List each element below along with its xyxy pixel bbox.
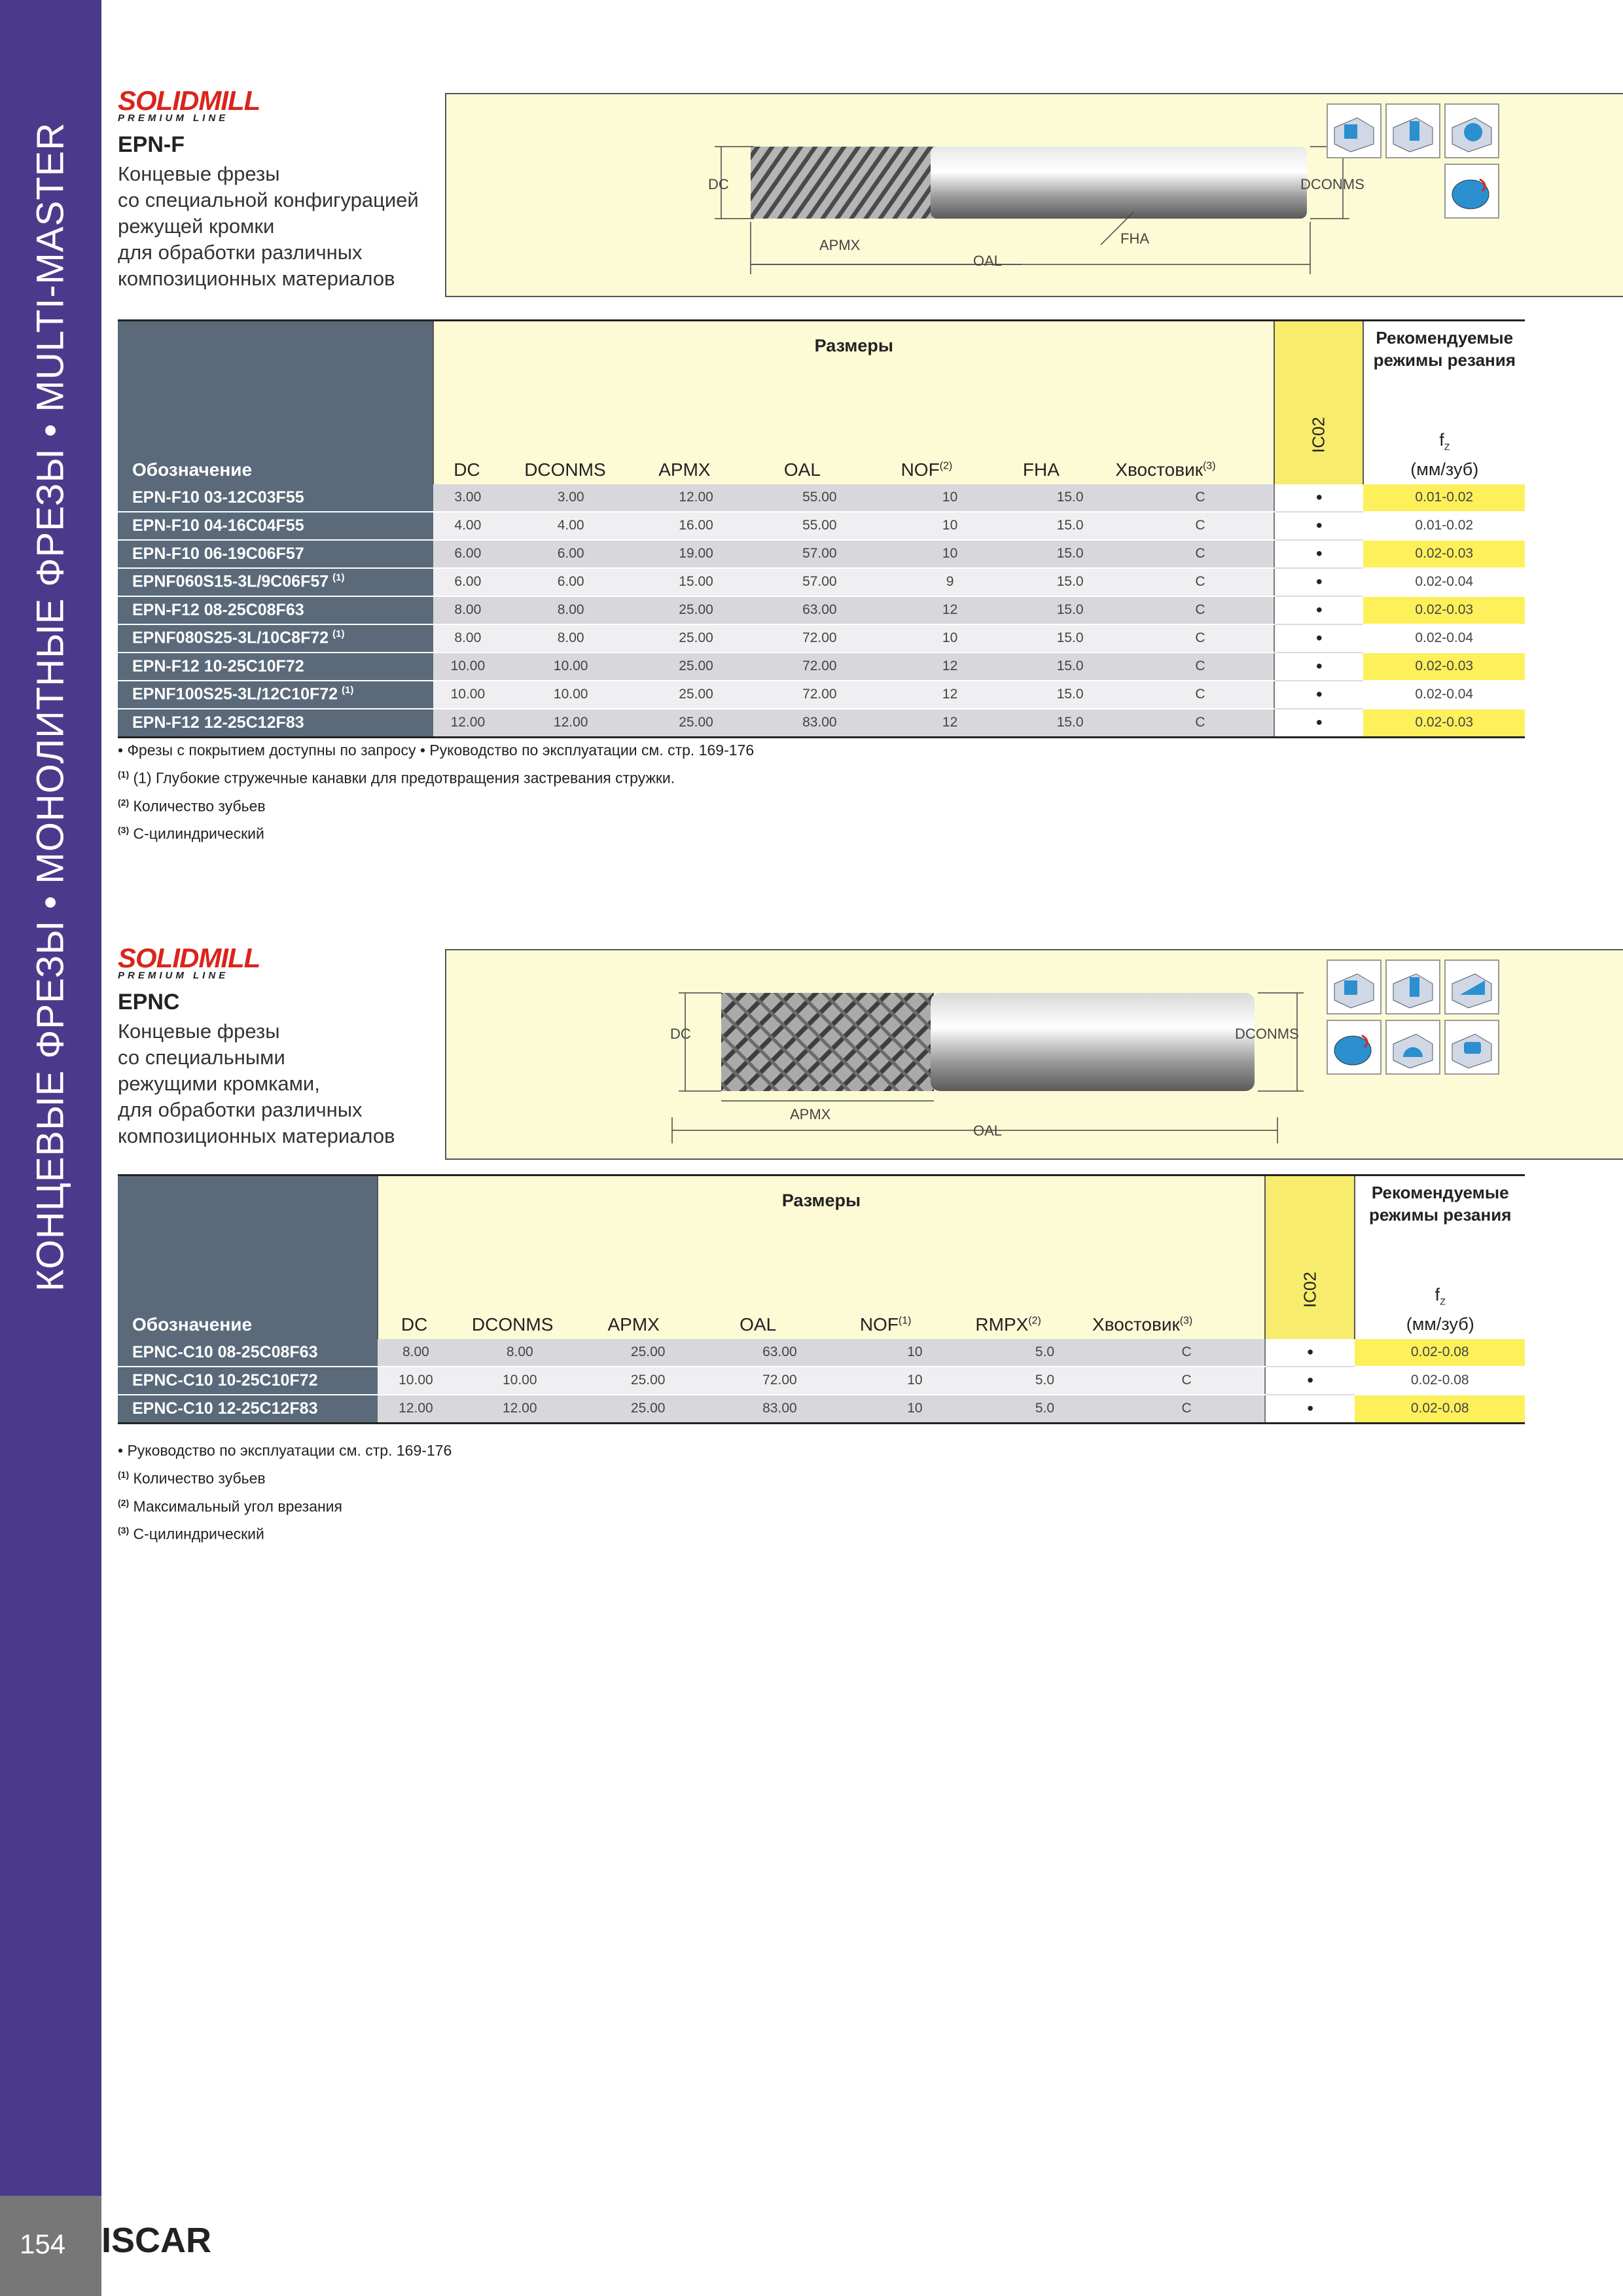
- recommended-header: Рекомендуемые режимы резания: [1369, 1183, 1512, 1225]
- column-header: [575, 1314, 692, 1339]
- designation-cell: [118, 596, 433, 624]
- step-milling-icon: [1385, 960, 1440, 1014]
- cell-dconms: 6.00: [502, 568, 639, 596]
- footnotes: [118, 738, 754, 846]
- ramping-icon: [1444, 960, 1499, 1014]
- cell-apmx: 25.00: [586, 1339, 711, 1367]
- cell-nof: 12: [887, 596, 1014, 624]
- column-header-footnote: (2): [1028, 1315, 1041, 1327]
- cell-shank: C: [1127, 624, 1275, 653]
- sidebar: [0, 0, 101, 2196]
- cell-dconms: 4.00: [502, 512, 639, 540]
- cell-oal: 72.00: [753, 653, 887, 681]
- column-header-label: APMX: [607, 1314, 660, 1335]
- column-header-label: OAL: [783, 459, 821, 480]
- column-header: [378, 1314, 450, 1339]
- dconms-label: DCONMS: [1235, 1026, 1299, 1042]
- table-body: [118, 484, 1525, 738]
- footnote-marker: (1): [118, 1469, 130, 1480]
- column-header-label: NOF: [901, 459, 940, 480]
- cell-oal: 72.00: [711, 1367, 849, 1395]
- shank: [931, 147, 1307, 219]
- solidmill-logo: [118, 942, 288, 981]
- cell-ic02: •: [1265, 1395, 1355, 1424]
- footnote-line: [118, 762, 754, 791]
- footnote-marker: (1): [118, 769, 130, 780]
- cell-dconms: 12.00: [454, 1395, 586, 1424]
- cell-shank: C: [1127, 709, 1275, 738]
- cell-nof: 10: [887, 540, 1014, 568]
- column-header-footnote: (3): [1202, 460, 1216, 472]
- designation-text: EPNF060S15-3L/9C06F57: [132, 572, 329, 591]
- cell-dconms: 10.00: [502, 681, 639, 709]
- designation-footnote: (1): [332, 572, 345, 584]
- cutting-section: [721, 993, 934, 1091]
- designation-footnote: (1): [342, 685, 354, 696]
- designation-header: Обозначение: [118, 321, 433, 484]
- designation-text: EPNC-C10 10-25C10F72: [132, 1371, 318, 1390]
- footnote-text: • Фрезы с покрытием доступны по запросу • Руководство по эксплуатации см. стр. 169-176: [118, 742, 755, 759]
- shank: [931, 993, 1255, 1091]
- cell-apmx: 25.00: [639, 596, 753, 624]
- cell-ic02: •: [1274, 653, 1363, 681]
- cell-c6: 5.0: [981, 1367, 1109, 1395]
- designation-cell: [118, 1367, 378, 1395]
- cell-apmx: 12.00: [639, 484, 753, 512]
- cell-nof: 12: [887, 681, 1014, 709]
- profile-milling-icon: [1385, 1020, 1440, 1075]
- designation-text: EPNF080S25-3L/10C8F72: [132, 628, 329, 647]
- fz-unit: (мм/зуб): [1410, 459, 1479, 479]
- designation-text: EPN-F12 12-25C12F83: [132, 713, 304, 732]
- footnote-marker: (3): [118, 1525, 130, 1536]
- cell-nof: 9: [887, 568, 1014, 596]
- cell-oal: 57.00: [753, 540, 887, 568]
- cell-oal: 72.00: [753, 681, 887, 709]
- spec-table-epn-f: [118, 319, 1525, 738]
- dc-label: DC: [670, 1026, 691, 1042]
- cell-nof: 10: [887, 624, 1014, 653]
- table-row: [118, 624, 1525, 653]
- fz-subscript: Z: [1440, 1296, 1446, 1307]
- table-row: [118, 512, 1525, 540]
- designation-cell: [118, 709, 433, 738]
- column-header-label: RMPX: [975, 1314, 1029, 1335]
- footnote-text: • Руководство по эксплуатации см. стр. 169-176: [118, 1442, 452, 1459]
- cell-ic02: •: [1274, 624, 1363, 653]
- footnote-line: [118, 1439, 452, 1463]
- profile-milling-icon: [1444, 103, 1499, 158]
- column-header-footnote: (3): [1179, 1315, 1193, 1327]
- fz-header: $f_Z$ (мм/зуб): [1406, 1285, 1474, 1334]
- cell-fz: 0.01-0.02: [1363, 512, 1525, 540]
- cell-dconms: 6.00: [502, 540, 639, 568]
- cell-shank: C: [1127, 540, 1275, 568]
- product-title: EPNC: [118, 990, 180, 1014]
- cell-shank: C: [1127, 596, 1275, 624]
- dc-label: DC: [708, 176, 729, 192]
- apmx-label: APMX: [819, 237, 861, 253]
- logo-mill: MILL: [198, 85, 260, 116]
- cell-apmx: 16.00: [639, 512, 753, 540]
- cell-dc: 6.00: [433, 568, 502, 596]
- footnote-marker: (2): [118, 1497, 130, 1508]
- cell-oal: 83.00: [753, 709, 887, 738]
- cell-ic02: •: [1274, 484, 1363, 512]
- column-header: [866, 459, 987, 484]
- designation-text: EPNF100S25-3L/12C10F72: [132, 685, 338, 704]
- cell-c6: 5.0: [981, 1339, 1109, 1367]
- oal-label: OAL: [973, 1122, 1003, 1139]
- dimensions-header: Размеры: [781, 1191, 861, 1210]
- cell-apmx: 25.00: [639, 681, 753, 709]
- table-row: [118, 709, 1525, 738]
- cell-fz: 0.01-0.02: [1363, 484, 1525, 512]
- slotting-icon: [1327, 103, 1382, 158]
- column-header: [630, 459, 738, 484]
- designation-cell: [118, 1395, 378, 1424]
- recommended-header-cell: [1363, 321, 1525, 484]
- cell-nof: 10: [849, 1367, 980, 1395]
- footnote-marker: (3): [118, 825, 130, 836]
- table-row: [118, 484, 1525, 512]
- column-header-label: FHA: [1022, 459, 1060, 480]
- table-row: [118, 1339, 1525, 1367]
- column-header-label: Хвостовик: [1115, 459, 1203, 480]
- cell-ic02: •: [1274, 596, 1363, 624]
- cell-shank: C: [1109, 1339, 1264, 1367]
- cell-nof: 10: [887, 484, 1014, 512]
- page-number: 154: [20, 2229, 66, 2259]
- footnote-line: [118, 1518, 452, 1547]
- footnote-text: (1) Глубокие стружечные канавки для предотвращения застревания стружки.: [129, 769, 675, 787]
- cell-fz: 0.02-0.08: [1355, 1339, 1525, 1367]
- column-header: [450, 1314, 575, 1339]
- logo-solid: SOLID: [118, 85, 199, 116]
- cell-ic02: •: [1274, 540, 1363, 568]
- cell-dc: 8.00: [433, 624, 502, 653]
- cell-dc: 10.00: [433, 653, 502, 681]
- cell-fz: 0.02-0.04: [1363, 568, 1525, 596]
- designation-cell: [118, 1339, 378, 1367]
- footnote-line: [118, 1491, 452, 1519]
- dimensions-header-cell: [433, 321, 1274, 484]
- column-header: [499, 459, 630, 484]
- column-header: [738, 459, 866, 484]
- designation-text: EPN-F10 06-19C06F57: [132, 544, 304, 563]
- footnote-text: Количество зубьев: [129, 797, 266, 815]
- table-row: [118, 681, 1525, 709]
- cell-oal: 55.00: [753, 512, 887, 540]
- cell-ic02: •: [1265, 1339, 1355, 1367]
- ic02-header-cell: [1265, 1175, 1355, 1339]
- cell-dconms: 3.00: [502, 484, 639, 512]
- cell-dconms: 8.00: [502, 624, 639, 653]
- column-header: [434, 459, 499, 484]
- dconms-label: DCONMS: [1300, 176, 1364, 192]
- column-header-label: DC: [454, 459, 480, 480]
- table-row: [118, 596, 1525, 624]
- cell-dconms: 10.00: [502, 653, 639, 681]
- cell-fz: 0.02-0.03: [1363, 596, 1525, 624]
- helical-interpolation-icon: [1327, 1020, 1382, 1075]
- logo-premium-line: PREMIUM LINE: [118, 113, 229, 124]
- column-header-label: Хвостовик: [1092, 1314, 1180, 1335]
- product-description: Концевые фрезы со специальными режущими кромками, для обработки различных композиционных материалов: [118, 1020, 395, 1147]
- cell-oal: 55.00: [753, 484, 887, 512]
- tool-drawing: [445, 93, 1623, 297]
- recommended-header-cell: [1355, 1175, 1525, 1339]
- column-header-label: APMX: [658, 459, 711, 480]
- cell-ic02: •: [1274, 568, 1363, 596]
- cell-dconms: 10.00: [454, 1367, 586, 1395]
- cell-fz: 0.02-0.03: [1363, 653, 1525, 681]
- cell-c6: 15.0: [1014, 596, 1127, 624]
- column-header: [987, 459, 1095, 484]
- cell-ic02: •: [1274, 709, 1363, 738]
- fz-unit: (мм/зуб): [1406, 1314, 1474, 1334]
- cell-apmx: 19.00: [639, 540, 753, 568]
- helical-interpolation-icon: [1444, 164, 1499, 219]
- cell-nof: 10: [887, 512, 1014, 540]
- designation-footnote: (1): [332, 628, 345, 640]
- cell-fz: 0.02-0.03: [1363, 540, 1525, 568]
- column-header-label: OAL: [740, 1314, 777, 1335]
- cell-ic02: •: [1265, 1367, 1355, 1395]
- slotting-icon: [1327, 960, 1382, 1014]
- tool-drawing: [445, 949, 1623, 1160]
- dimensions-header-cell: [378, 1175, 1265, 1339]
- cell-shank: C: [1127, 568, 1275, 596]
- solidmill-logo: [118, 85, 288, 124]
- footnote-text: C-цилиндрический: [129, 1525, 264, 1543]
- cell-dc: 4.00: [433, 512, 502, 540]
- designation-cell: [118, 653, 433, 681]
- column-header-label: DC: [401, 1314, 428, 1335]
- product-title: EPN-F: [118, 132, 185, 157]
- ic02-header: IC02: [1300, 1271, 1320, 1308]
- cell-c6: 5.0: [981, 1395, 1109, 1424]
- product-description: Концевые фрезы со специальной конфигурацией режущей кромки для обработки различных композиционных материалов: [118, 162, 419, 290]
- cell-dc: 10.00: [433, 681, 502, 709]
- designation-text: EPN-F10 03-12C03F55: [132, 488, 304, 507]
- cell-c6: 15.0: [1014, 512, 1127, 540]
- cell-dconms: 8.00: [454, 1339, 586, 1367]
- ic02-header: IC02: [1308, 416, 1329, 453]
- cell-shank: C: [1109, 1367, 1264, 1395]
- column-header-label: NOF: [859, 1314, 899, 1335]
- step-milling-icon: [1385, 103, 1440, 158]
- column-header: [692, 1314, 823, 1339]
- cell-oal: 83.00: [711, 1395, 849, 1424]
- footnote-marker: (2): [118, 797, 130, 808]
- cell-shank: C: [1127, 653, 1275, 681]
- section-epn-f: [118, 85, 1516, 851]
- cell-dc: 10.00: [378, 1367, 454, 1395]
- recommended-header: Рекомендуемые режимы резания: [1373, 328, 1516, 370]
- fz-subscript: Z: [1444, 441, 1450, 452]
- cell-c6: 15.0: [1014, 568, 1127, 596]
- cell-oal: 63.00: [753, 596, 887, 624]
- table-body: [118, 1339, 1525, 1424]
- cell-nof: 12: [887, 653, 1014, 681]
- cell-shank: C: [1127, 484, 1275, 512]
- column-header: [823, 1314, 948, 1339]
- cell-apmx: 25.00: [639, 624, 753, 653]
- footnote-text: C-цилиндрический: [129, 825, 264, 842]
- cell-c6: 15.0: [1014, 540, 1127, 568]
- apmx-label: APMX: [790, 1106, 831, 1122]
- footnote-line: [118, 818, 754, 846]
- cell-c6: 15.0: [1014, 653, 1127, 681]
- cell-dc: 12.00: [378, 1395, 454, 1424]
- column-header: [1069, 1314, 1216, 1339]
- sidebar-title: КОНЦЕВЫЕ ФРЕЗЫ • МОНОЛИТНЫЕ ФРЕЗЫ • MULTI-MASTER: [29, 122, 72, 1292]
- cell-apmx: 15.00: [639, 568, 753, 596]
- designation-header: Обозначение: [118, 1175, 378, 1339]
- cell-apmx: 25.00: [639, 709, 753, 738]
- brand-name: ISCAR: [101, 2221, 212, 2260]
- cell-dconms: 12.00: [502, 709, 639, 738]
- cell-nof: 10: [849, 1339, 980, 1367]
- pocketing-icon: [1444, 1020, 1499, 1075]
- logo-solid: SOLID: [118, 942, 199, 973]
- cell-c6: 15.0: [1014, 681, 1127, 709]
- designation-cell: [118, 568, 433, 596]
- table-row: [118, 568, 1525, 596]
- designation-cell: [118, 484, 433, 512]
- footnote-text: Максимальный угол врезания: [129, 1498, 342, 1515]
- table-row: [118, 653, 1525, 681]
- cell-fz: 0.02-0.08: [1355, 1367, 1525, 1395]
- column-header: [1095, 459, 1236, 484]
- footnote-line: [118, 738, 754, 762]
- cell-dc: 3.00: [433, 484, 502, 512]
- designation-cell: [118, 512, 433, 540]
- cell-c6: 15.0: [1014, 484, 1127, 512]
- cell-dc: 8.00: [433, 596, 502, 624]
- cell-fz: 0.02-0.08: [1355, 1395, 1525, 1424]
- fz-header: $f_Z$ (мм/зуб): [1410, 430, 1479, 479]
- footnote-line: [118, 791, 754, 819]
- designation-cell: [118, 624, 433, 653]
- cell-c6: 15.0: [1014, 624, 1127, 653]
- cell-nof: 10: [849, 1395, 980, 1424]
- table-row: [118, 1395, 1525, 1424]
- cell-apmx: 25.00: [639, 653, 753, 681]
- footnote-text: Количество зубьев: [129, 1469, 266, 1487]
- column-header-label: DCONMS: [524, 459, 606, 480]
- logo-mill: MILL: [198, 942, 260, 973]
- designation-text: EPNC-C10 08-25C08F63: [132, 1342, 318, 1361]
- designation-text: EPN-F10 04-16C04F55: [132, 516, 304, 535]
- cell-dc: 6.00: [433, 540, 502, 568]
- fha-label: FHA: [1120, 230, 1149, 247]
- table-row: [118, 540, 1525, 568]
- cell-apmx: 25.00: [586, 1367, 711, 1395]
- cell-oal: 57.00: [753, 568, 887, 596]
- column-header-footnote: (2): [939, 460, 953, 472]
- ic02-header-cell: [1274, 321, 1363, 484]
- section-epnc: [118, 942, 1512, 1543]
- cell-fz: 0.02-0.04: [1363, 624, 1525, 653]
- cell-c6: 15.0: [1014, 709, 1127, 738]
- designation-cell: [118, 681, 433, 709]
- column-header: [948, 1314, 1069, 1339]
- table-row: [118, 1367, 1525, 1395]
- cell-ic02: •: [1274, 512, 1363, 540]
- spec-table-epnc: [118, 1174, 1525, 1424]
- cell-nof: 12: [887, 709, 1014, 738]
- designation-text: EPN-F12 10-25C10F72: [132, 656, 304, 675]
- cell-dconms: 8.00: [502, 596, 639, 624]
- cell-shank: C: [1109, 1395, 1264, 1424]
- cell-dc: 8.00: [378, 1339, 454, 1367]
- cell-shank: C: [1127, 512, 1275, 540]
- column-header-label: DCONMS: [471, 1314, 554, 1335]
- column-headers: [378, 1314, 1264, 1339]
- cell-shank: C: [1127, 681, 1275, 709]
- cell-dc: 12.00: [433, 709, 502, 738]
- cell-fz: 0.02-0.04: [1363, 681, 1525, 709]
- dimensions-header: Размеры: [814, 336, 893, 355]
- cell-ic02: •: [1274, 681, 1363, 709]
- cell-fz: 0.02-0.03: [1363, 709, 1525, 738]
- cell-oal: 72.00: [753, 624, 887, 653]
- cell-oal: 63.00: [711, 1339, 849, 1367]
- footnotes: [118, 1439, 452, 1547]
- logo-premium-line: PREMIUM LINE: [118, 970, 229, 981]
- column-header-footnote: (1): [898, 1315, 912, 1327]
- designation-text: EPNC-C10 12-25C12F83: [132, 1399, 318, 1418]
- column-headers: [434, 459, 1274, 484]
- designation-cell: [118, 540, 433, 568]
- cell-apmx: 25.00: [586, 1395, 711, 1424]
- oal-label: OAL: [973, 253, 1003, 269]
- footnote-line: [118, 1463, 452, 1491]
- designation-text: EPN-F12 08-25C08F63: [132, 600, 304, 619]
